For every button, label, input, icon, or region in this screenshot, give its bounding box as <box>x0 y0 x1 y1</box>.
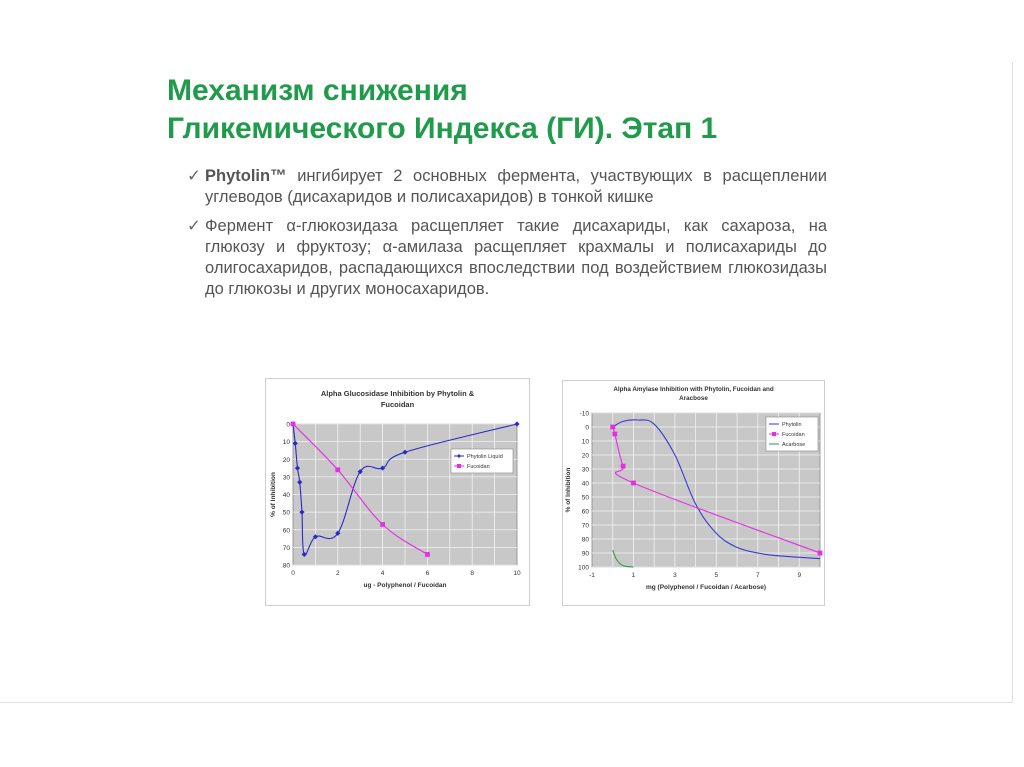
bullet-item-1 <box>187 166 827 208</box>
chart-title: Fucoidan <box>380 400 415 409</box>
legend-marker <box>772 432 776 436</box>
y-tick-label: 30 <box>581 466 589 474</box>
legend-label: Acarbose <box>782 442 806 448</box>
bullet-text-2: Фермент α-глюкозидаза расщепляет такие дисахариды, как сахароза, на глюкозу и фруктозу; α-амилаза расщепляет крахмалы и полисахариды до олигосахаридов, распадающихся впоследствии под воздействием глюкозидазы до глюкозы и других моносахаридов. <box>205 217 827 298</box>
x-tick-label: 3 <box>673 572 677 579</box>
legend-label: Fucoidan <box>467 464 490 470</box>
data-point <box>335 467 340 472</box>
data-point <box>818 551 823 556</box>
y-axis-label: % of Inhibition <box>565 467 572 513</box>
y-tick-label: 20 <box>282 456 290 464</box>
y-tick-label: 50 <box>581 494 589 502</box>
y-tick-label: 20 <box>581 452 589 460</box>
chart-title: Aracbose <box>679 395 708 402</box>
y-tick-label: 10 <box>581 438 589 446</box>
checkmark-icon: ✓ <box>187 217 201 235</box>
amylase-chart-svg <box>563 381 824 605</box>
data-point <box>425 552 430 557</box>
y-tick-label: 40 <box>282 492 290 499</box>
x-tick-label: 6 <box>425 570 430 577</box>
data-point <box>610 425 615 430</box>
chart-title: Alpha Glucosidase Inhibition by Phytolin & <box>320 389 475 398</box>
x-tick-label: 8 <box>470 570 475 577</box>
y-tick-label: 80 <box>581 536 589 544</box>
y-tick-label: 10 <box>282 439 290 447</box>
data-point <box>291 422 296 427</box>
data-point <box>612 432 617 437</box>
y-tick-label: 100 <box>578 564 589 572</box>
x-tick-label: -1 <box>589 572 595 579</box>
x-tick-label: 1 <box>631 572 636 579</box>
y-tick-label: 40 <box>581 480 589 488</box>
title-line-2: Гликемического Индекса (ГИ). Этап 1 <box>167 112 718 145</box>
glucosidase-chart-svg <box>266 379 529 605</box>
y-tick-label: -10 <box>579 410 589 418</box>
y-tick-label: 70 <box>581 522 589 530</box>
x-axis-label: mg (Polyphenol / Fucoidan / Acarbose) <box>645 584 767 591</box>
data-point <box>631 481 636 486</box>
bullet-text-1: ингибирует 2 основных фермента, участвующих в расщеплении углеводов (дисахаридов и полисахаридов) в тонкой кишке <box>205 167 827 206</box>
y-axis-label: % of Inhibition <box>270 472 277 517</box>
y-tick-label: 70 <box>282 544 290 552</box>
y-tick-label: 50 <box>282 509 290 517</box>
x-tick-label: 7 <box>756 572 760 579</box>
checkmark-icon: ✓ <box>187 167 201 185</box>
title-line-1: Механизм снижения <box>167 74 468 107</box>
data-point <box>380 522 385 527</box>
amylase-chart <box>562 380 825 606</box>
x-tick-label: 10 <box>513 570 521 577</box>
y-tick-label: 0 <box>286 421 290 429</box>
data-point <box>621 464 626 469</box>
legend-label: Fucoidan <box>782 432 805 438</box>
y-tick-label: 30 <box>282 474 290 482</box>
bullet-item-2 <box>187 216 827 300</box>
chart-title: Alpha Amylase Inhibition with Phytolin, Fucoidan and <box>613 386 774 393</box>
y-tick-label: 0 <box>585 424 589 432</box>
y-tick-label: 80 <box>282 562 290 570</box>
x-axis-label: ug - Polyphenol / Fucoidan <box>363 582 447 589</box>
x-tick-label: 4 <box>380 570 385 577</box>
legend-label: Phytolin Liquid <box>467 454 503 460</box>
top-margin <box>0 0 1024 62</box>
x-tick-label: 9 <box>797 572 802 579</box>
legend-label: Phytolin <box>782 422 802 428</box>
y-tick-label: 60 <box>581 508 589 516</box>
x-tick-label: 2 <box>335 570 340 577</box>
x-tick-label: 5 <box>714 572 719 579</box>
legend-marker <box>457 464 461 468</box>
y-tick-label: 60 <box>282 527 290 535</box>
y-tick-label: 90 <box>581 550 589 558</box>
glucosidase-chart <box>265 378 530 606</box>
x-tick-label: 0 <box>291 570 295 577</box>
slide-title <box>167 72 927 148</box>
brand-name: Phytolin™ <box>205 167 287 185</box>
bullet-list <box>187 166 827 308</box>
